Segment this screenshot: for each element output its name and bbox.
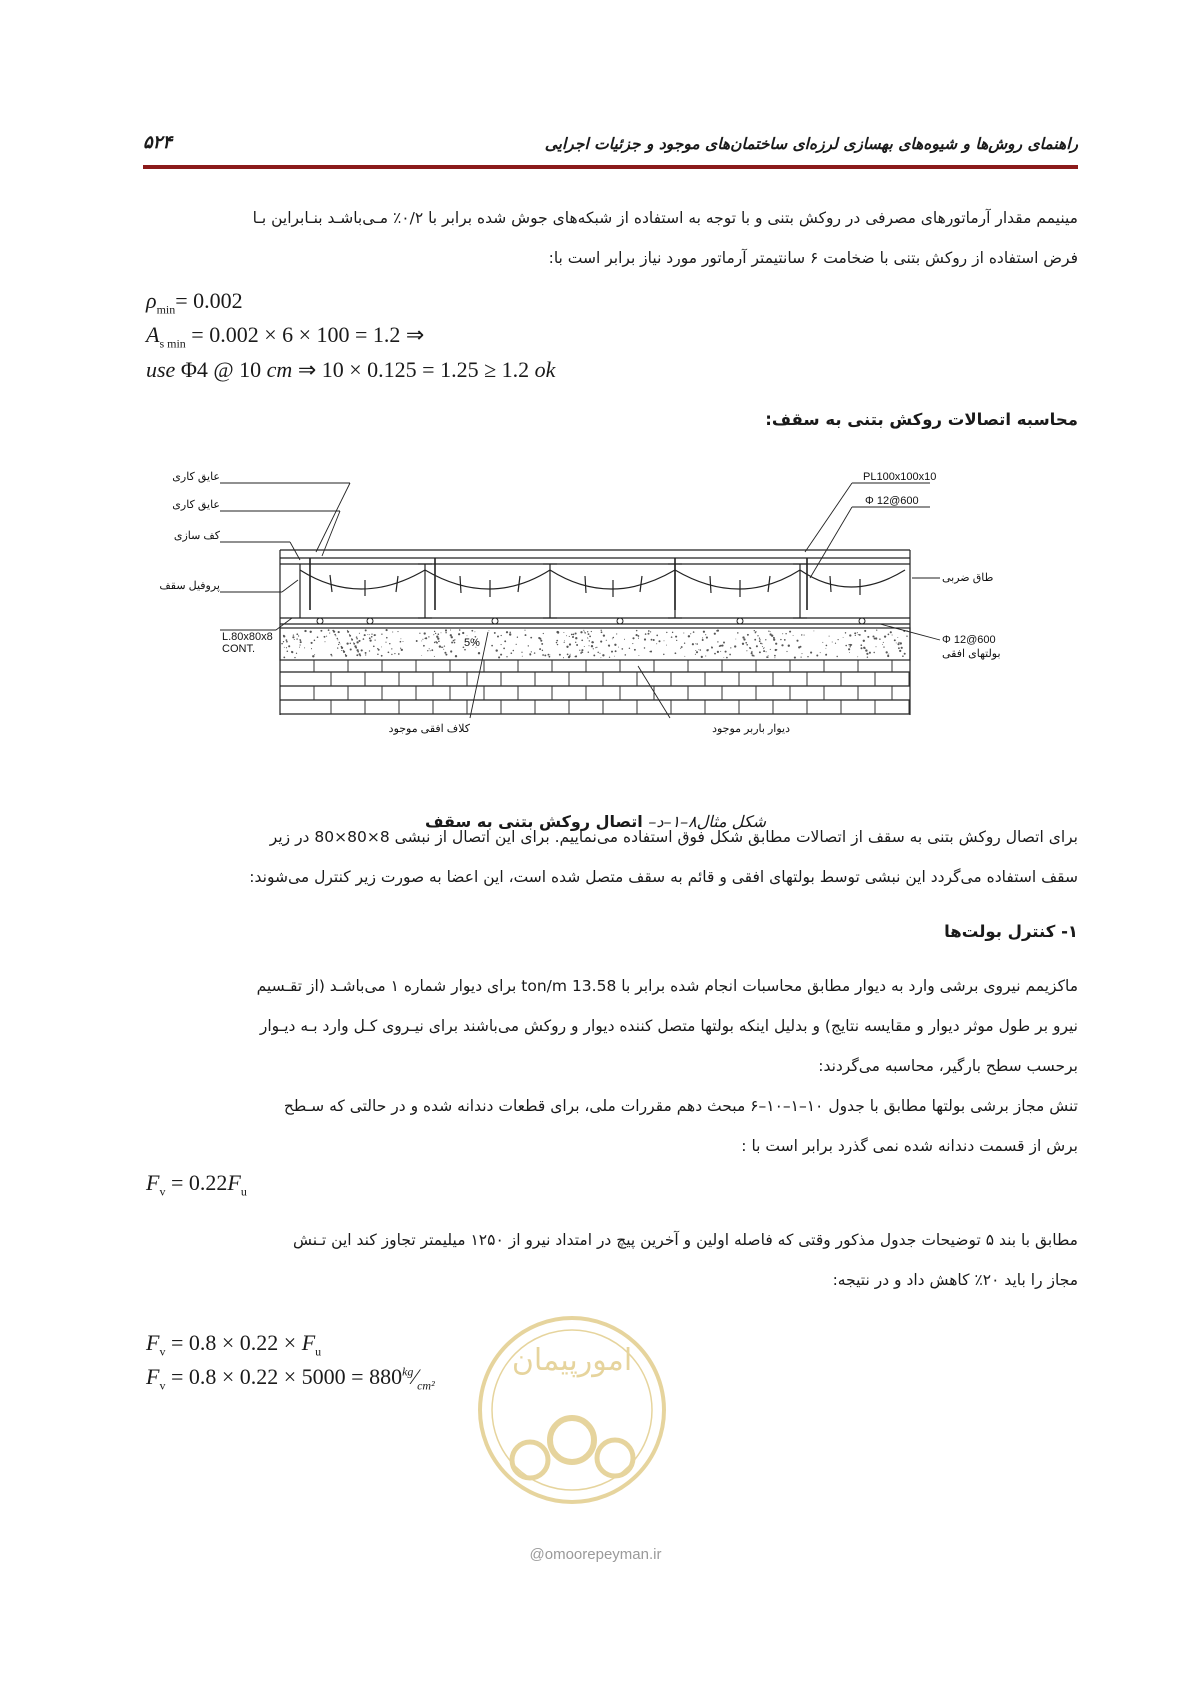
label-plate: PL100x100x10 bbox=[863, 471, 937, 483]
paragraph-allowable-stress bbox=[143, 1086, 1078, 1166]
eq-body: Φ4 @ 10 bbox=[180, 357, 262, 382]
text-line: تنش مجاز برشی بولتها مطابق با جدول ۱۰–۱–۱۰–۶ مبحث دهم مقررات ملی، برای قطعات دندانه شده و در حالتی که سـطح bbox=[283, 1097, 1078, 1115]
paragraph-connection bbox=[143, 817, 1078, 897]
running-title: راهنمای روش‌ها و شیوه‌های بهسازی لرزه‌ای ساختمان‌های موجود و جزئیات اجرایی bbox=[544, 134, 1078, 153]
text-line: ماکزیمم نیروی برشی وارد به دیوار مطابق محاسبات انجام شده برابر با 13.58 ton/m برای دیوار شماره ۱ می‌باشـد (از تقـسیم bbox=[256, 977, 1078, 995]
eq-body: = 0.002 bbox=[175, 288, 243, 313]
eq-body: = 0.8 × 0.22 × 5000 = 880 bbox=[170, 1364, 403, 1389]
equation-rho-min bbox=[146, 288, 243, 317]
eq-symbol: A bbox=[146, 322, 160, 347]
page-number: ۵۲۴ bbox=[143, 132, 173, 153]
eq-word: ok bbox=[534, 357, 556, 382]
text-line: مینیمم مقدار آرماتورهای مصرفی در روکش بتنی و با توجه به استفاده از شبکه‌های جوش شده برابر با ۰/۲٪ مـی‌باشـد بنـابراین بـا bbox=[252, 209, 1078, 227]
eq-body: = 0.22 bbox=[170, 1170, 228, 1195]
eq-subscript: u bbox=[315, 1344, 322, 1359]
eq-symbol: F bbox=[146, 1170, 160, 1195]
eq-symbol: F bbox=[146, 1364, 160, 1389]
eq-subscript: v bbox=[159, 1378, 166, 1393]
label-jack-arch: طاق ضربی bbox=[942, 572, 994, 584]
label-roof-profile: پروفیل سقف bbox=[159, 580, 220, 592]
text-line: نیرو بر طول موثر دیوار و مقایسه نتایج) و بدلیل اینکه بولتها متصل کننده دیوار و روکش می‌باشند برای نیـروی کـل وارد بـه دیـوار bbox=[259, 1017, 1078, 1035]
text-line: برحسب سطح بارگیر، محاسبه می‌گردند: bbox=[818, 1057, 1078, 1075]
paragraph-max-shear bbox=[143, 966, 1078, 1086]
text-line: سقف استفاده می‌گردد این نبشی توسط بولتهای افقی و قائم به سقف متصل شده است، این اعضا به صورت زیر کنترل می‌شوند: bbox=[249, 868, 1078, 886]
label-phi-top: Φ 12@600 bbox=[865, 495, 919, 507]
label-horizontal-bolts: بولتهای افقی bbox=[942, 648, 1001, 660]
text-line: مطابق با بند ۵ توضیحات جدول مذکور وقتی که فاصله اولین و آخرین پیچ در امتداد نیرو از ۱۲۵۰ میلیمتر تجاوز کند این تـنش bbox=[292, 1231, 1078, 1249]
eq-symbol: ρ bbox=[146, 288, 157, 313]
equation-fv bbox=[146, 1170, 247, 1199]
eq-subscript: min bbox=[156, 302, 176, 317]
watermark-logo bbox=[475, 1300, 670, 1530]
caption-number: شکل مثال۸–۱–د– bbox=[648, 812, 766, 831]
eq-body: = 0.8 × 0.22 × bbox=[170, 1330, 302, 1355]
text-line: فرض استفاده از روکش بتنی با ضخامت ۶ سانتیمتر آرماتور مورد نیاز برابر است با: bbox=[548, 249, 1078, 267]
eq-body: = 0.002 × 6 × 100 = 1.2 ⇒ bbox=[191, 322, 425, 347]
section-heading: محاسبه اتصالات روکش بتنی به سقف: bbox=[765, 410, 1078, 429]
section-heading: ۱- کنترل بولت‌ها bbox=[944, 922, 1078, 941]
label-phi-bottom: Φ 12@600 bbox=[942, 634, 996, 646]
label-flooring: کف سازی bbox=[173, 530, 220, 542]
eq-symbol: F bbox=[146, 1330, 160, 1355]
connection-detail-figure bbox=[159, 471, 1010, 800]
equation-fv-reduced bbox=[146, 1330, 321, 1359]
label-slope: 5% bbox=[464, 637, 480, 649]
paragraph-reduction bbox=[143, 1220, 1078, 1300]
eq-body: ⇒ 10 × 0.125 = 1.25 ≥ 1.2 bbox=[297, 357, 530, 382]
equation-fv-value: $F_v = 0.8 \times 0.22 \times 5000$ = $880^{kg}⁄_{cm^2}$ bbox=[146, 1364, 435, 1393]
eq-subscript: v bbox=[159, 1344, 166, 1359]
equation-use bbox=[146, 357, 555, 383]
eq-unit: cm bbox=[266, 357, 293, 382]
text-line: مجاز را باید ۲۰٪ کاهش داد و در نتیجه: bbox=[832, 1271, 1078, 1289]
eq-subscript: s min bbox=[159, 336, 186, 351]
eq-unit-denominator: cm² bbox=[417, 1378, 435, 1393]
text-line: برش از قسمت دندانه شده نمی گذرد برابر است با : bbox=[741, 1137, 1078, 1155]
watermark-logo-text: امورپیمان bbox=[511, 1343, 633, 1378]
paragraph-min-rebar bbox=[143, 198, 1078, 278]
equation-as-min bbox=[146, 322, 424, 351]
header-rule bbox=[143, 165, 1078, 169]
text-line: برای اتصال روکش بتنی به سقف از اتصالات مطابق شکل فوق استفاده می‌نماییم. برای این اتصال از نبشی 8×80×80 در زیر bbox=[269, 828, 1078, 846]
eq-symbol: F bbox=[227, 1170, 241, 1195]
caption-title: اتصال روکش بتنی به سقف bbox=[424, 812, 649, 831]
page-header bbox=[143, 132, 1078, 162]
label-bearing-wall: دیوار باربر موجود bbox=[712, 723, 790, 735]
label-cont: CONT. bbox=[222, 643, 255, 655]
eq-symbol: F bbox=[301, 1330, 316, 1355]
watermark-site: @omoorepeyman.ir bbox=[529, 1546, 662, 1563]
eq-subscript: v bbox=[159, 1184, 166, 1199]
label-insulation-1: عایق کاری bbox=[172, 471, 220, 483]
eq-subscript: u bbox=[240, 1184, 247, 1199]
eq-unit-numerator: kg bbox=[402, 1364, 414, 1379]
label-insulation-2: عایق کاری bbox=[172, 499, 220, 511]
label-tie-beam: کلاف افقی موجود bbox=[388, 723, 470, 735]
eq-word: use bbox=[146, 357, 176, 382]
label-angle: L.80x80x8 bbox=[222, 631, 273, 643]
